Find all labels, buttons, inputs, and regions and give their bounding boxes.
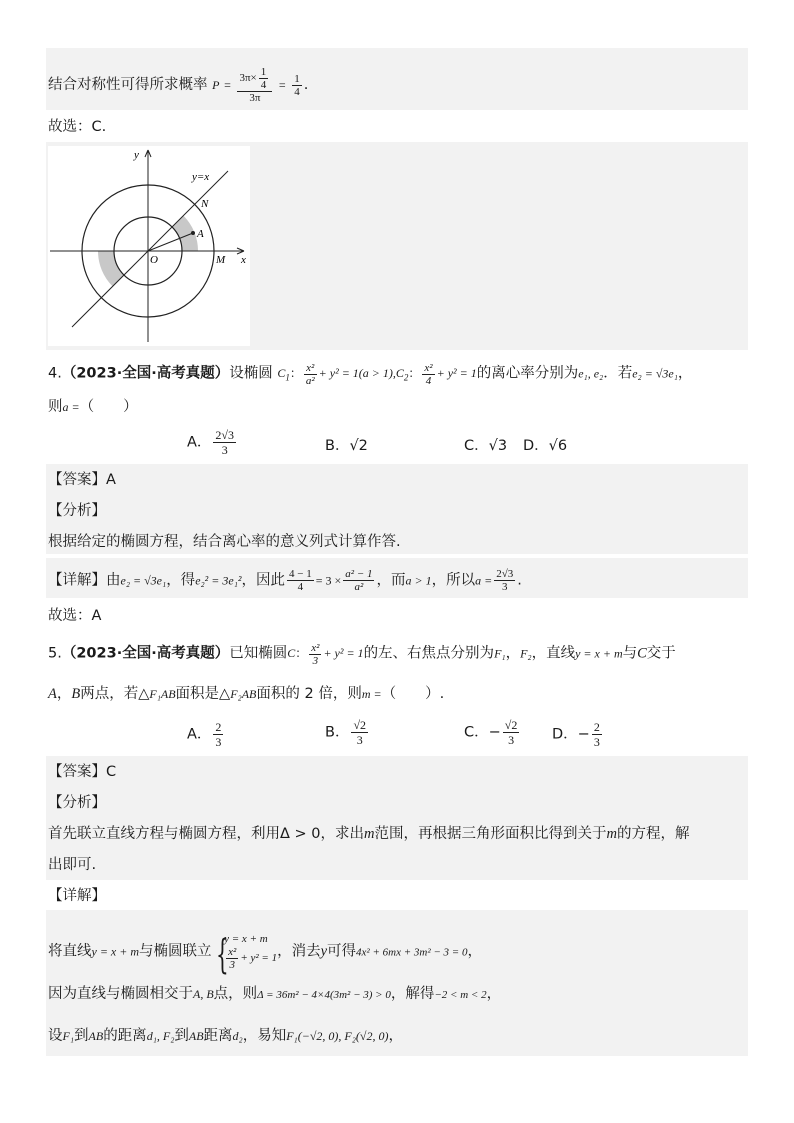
q5-opt-c-den: 3 bbox=[508, 733, 515, 747]
inner-frac-den: 4 bbox=[260, 79, 267, 91]
c2-name: C bbox=[395, 366, 404, 381]
q5-analysis-part2: 范围，再根据三角形面积比得到关于 bbox=[374, 826, 607, 842]
q5-opt-c-num: √2 bbox=[504, 718, 518, 732]
q5-opt-b-den: 3 bbox=[356, 733, 363, 747]
q4-number: 4. bbox=[48, 365, 62, 382]
q5-t4: 与 bbox=[622, 645, 638, 662]
q4-detail-t3: ，而 bbox=[376, 572, 406, 589]
q4-frac2-den: a² bbox=[354, 581, 364, 593]
q5-l2-t2: 面积是△ bbox=[175, 686, 231, 702]
q4-analysis: 根据给定的椭圆方程，结合离心率的意义列式计算作答. bbox=[48, 534, 401, 550]
q5-option-b[interactable] bbox=[325, 718, 370, 747]
q5-paren: （ ）. bbox=[381, 686, 445, 702]
q4-ze: 则 bbox=[48, 399, 63, 415]
probability-fraction bbox=[237, 66, 272, 104]
q4-answer: 【答案】A bbox=[48, 472, 116, 488]
inner-frac-num: 1 bbox=[260, 66, 267, 78]
q4-detail-t2: ，因此 bbox=[241, 572, 285, 589]
q4-e-pair: e₁, e₂ bbox=[578, 366, 604, 381]
q5-d3-d2: d₂ bbox=[232, 1029, 243, 1043]
q5-system-row1: y = x + m bbox=[224, 933, 268, 945]
q4-detail-end: . bbox=[517, 572, 522, 589]
label-m: M bbox=[216, 254, 226, 266]
q5-d3-ab2: AB bbox=[188, 1029, 204, 1043]
q5-d3-pts: F₁(−√2, 0), F₂(√2, 0) bbox=[286, 1029, 389, 1043]
q4-frac3-den: 3 bbox=[501, 581, 508, 593]
q5-d2-range: −2 < m < 2 bbox=[434, 989, 487, 1001]
q5-answer: 【答案】C bbox=[48, 764, 117, 780]
probability-intro: 结合对称性可得所求概率 bbox=[48, 77, 208, 93]
q4-option-a[interactable] bbox=[187, 428, 238, 457]
q5-d2-eq: Δ = 36m² − 4×4(3m² − 3) > 0 bbox=[257, 989, 391, 1001]
result-num: 1 bbox=[294, 72, 300, 85]
c1-colon: ： bbox=[289, 366, 302, 381]
numerator-3pi: 3π bbox=[239, 72, 251, 85]
q5-detail-heading: 【详解】 bbox=[48, 888, 106, 904]
figure-svg bbox=[48, 146, 250, 346]
q5-d3-t2: 到 bbox=[74, 1028, 89, 1044]
q4-comma: ， bbox=[677, 365, 693, 382]
q5-d3-end: ， bbox=[388, 1028, 403, 1044]
q5-opt-d-num: 2 bbox=[593, 720, 600, 734]
q5-c2: C bbox=[637, 645, 647, 662]
q5-point-a: A bbox=[48, 686, 57, 702]
q5-analysis-m: m bbox=[364, 826, 375, 842]
q5-option-d[interactable] bbox=[552, 720, 604, 749]
q5-m-var: m = bbox=[361, 687, 382, 701]
q5-d1-y: y bbox=[320, 943, 328, 960]
q4-opt-a-den: 3 bbox=[221, 443, 228, 457]
c1-rest: + y² = 1(a > 1), bbox=[318, 366, 396, 381]
equals-sign-2: = bbox=[278, 78, 286, 92]
label-y: y bbox=[134, 149, 139, 161]
q4-frac1-den: 4 bbox=[297, 581, 304, 593]
q5-d3-d1: d₁, F₂ bbox=[146, 1029, 175, 1043]
label-a: A bbox=[197, 228, 204, 240]
q5-d2-end: ， bbox=[486, 986, 502, 1002]
q5-d3-ab: AB bbox=[88, 1029, 104, 1043]
q4-detail-eq2: e₂² = 3e₁² bbox=[195, 573, 242, 588]
q5-d1-t3: ，消去 bbox=[277, 943, 321, 960]
label-x: x bbox=[241, 254, 246, 266]
c2-num: x² bbox=[424, 362, 433, 374]
q5-source: （2023·全国·高考真题） bbox=[61, 645, 230, 662]
q5-d2-t2: 点，则 bbox=[213, 986, 258, 1002]
q5-opt-b-num: √2 bbox=[353, 718, 367, 732]
c1-name: C bbox=[277, 366, 286, 381]
q5-d1-end: ， bbox=[467, 943, 482, 960]
q5-opt-d-label: D．− bbox=[552, 726, 590, 743]
line-y-equals-x bbox=[72, 171, 228, 327]
q4-condition: e₂ = √3e₁ bbox=[632, 366, 678, 381]
q4-option-b[interactable]: B．√2 bbox=[325, 438, 368, 454]
q5-l2-t3: 面积的 2 倍，则 bbox=[256, 686, 362, 702]
q5-tri2: F₂AB bbox=[230, 687, 257, 701]
q5-number: 5. bbox=[48, 645, 62, 662]
q5-option-c[interactable] bbox=[464, 718, 521, 747]
q5-tri1: F₁AB bbox=[149, 687, 176, 701]
q5-d3-f1: F₁ bbox=[62, 1029, 75, 1043]
q5-opt-c-label: C．− bbox=[464, 724, 501, 741]
q5-analysis-part3: 的方程，解 bbox=[616, 826, 690, 842]
q4-detail-head: 【详解】由 bbox=[48, 572, 121, 589]
q5-analysis-line-2: 出即可. bbox=[48, 857, 97, 873]
q5-opt-a-den: 3 bbox=[215, 735, 222, 749]
q5-d3-t4: 到 bbox=[174, 1028, 189, 1044]
q5-analysis-part1: 首先联立直线方程与椭圆方程，利用Δ > 0，求出 bbox=[48, 826, 365, 842]
q4-detail bbox=[48, 568, 522, 593]
point-a bbox=[191, 231, 195, 235]
q4-frac2-num: a² − 1 bbox=[345, 568, 373, 580]
c2-sub: 2 bbox=[403, 372, 409, 383]
question-4-line-1 bbox=[48, 362, 692, 387]
q5-den: 3 bbox=[312, 655, 319, 667]
q5-detail-line-3 bbox=[48, 1026, 403, 1046]
c1-sub: 1 bbox=[285, 372, 290, 383]
q4-frac3-num: 2√3 bbox=[496, 568, 514, 580]
c2-colon: ： bbox=[408, 366, 421, 381]
q5-point-b: B bbox=[71, 686, 81, 702]
q4-detail-eq1: e₂ = √3e₁ bbox=[120, 573, 167, 588]
q4-detail-t1: ，得 bbox=[166, 572, 196, 589]
q5-system-rest: + y² = 1 bbox=[240, 952, 278, 965]
shaded-sector-sw bbox=[98, 251, 124, 286]
q5-system-den: 3 bbox=[229, 959, 235, 971]
geometry-figure bbox=[48, 146, 250, 346]
equals-sign: = bbox=[224, 78, 231, 92]
q4-opt-a-label: A． bbox=[187, 434, 212, 451]
q5-option-a[interactable] bbox=[187, 720, 225, 749]
q5-f2: F₂ bbox=[520, 646, 532, 661]
q5-num: x² bbox=[311, 642, 320, 654]
q5-d1-eq: 4x² + 6mx + 3m² − 3 = 0 bbox=[356, 946, 468, 959]
times-sign: × bbox=[250, 72, 257, 85]
q5-t1: 已知椭圆 bbox=[229, 645, 288, 662]
c1-expression bbox=[277, 362, 477, 387]
q4-lead: 设椭圆 bbox=[229, 365, 273, 382]
c2-den: 4 bbox=[425, 375, 432, 387]
q5-t5: 交于 bbox=[646, 645, 676, 662]
c2-rest: + y² = 1 bbox=[436, 366, 477, 381]
q5-d1-line: y = x + m bbox=[91, 944, 140, 959]
q5-opt-b-label: B． bbox=[325, 724, 350, 741]
q4-detail-eq3: a > 1 bbox=[405, 573, 432, 588]
q5-l2-sep: ， bbox=[56, 686, 72, 702]
label-yx: y=x bbox=[192, 171, 210, 183]
c1-num: x² bbox=[304, 362, 317, 375]
q5-rest: + y² = 1 bbox=[323, 646, 364, 661]
q5-d1-t1: 将直线 bbox=[48, 943, 92, 960]
label-n: N bbox=[201, 198, 209, 210]
probability-line bbox=[48, 66, 308, 104]
question-5-line-1 bbox=[48, 642, 676, 667]
q5-system-num: x² bbox=[228, 946, 237, 958]
q4-option-d[interactable]: D．√6 bbox=[523, 438, 568, 454]
q4-option-c[interactable]: C．√3 bbox=[464, 438, 508, 454]
q5-sep: ， bbox=[505, 645, 521, 662]
select-1: 故选：C. bbox=[48, 119, 107, 135]
q5-detail-line-1 bbox=[48, 932, 482, 978]
q5-t3: ，直线 bbox=[531, 645, 576, 662]
p-variable: P bbox=[212, 78, 220, 92]
q5-d2-pts: A, B bbox=[193, 987, 214, 1001]
q5-l2-t1: 两点，若△ bbox=[80, 686, 150, 702]
result-den: 4 bbox=[294, 85, 300, 98]
q4-paren: （ ） bbox=[79, 399, 138, 415]
question-4-line-2 bbox=[48, 397, 138, 417]
question-5-line-2 bbox=[48, 684, 444, 704]
q5-d2-t1: 因为直线与椭圆相交于 bbox=[48, 986, 193, 1002]
q4-text2: 的离心率分别为 bbox=[476, 365, 579, 382]
q5-analysis-heading: 【分析】 bbox=[48, 795, 106, 811]
q5-opt-a-num: 2 bbox=[215, 720, 222, 734]
q5-line: y = x + m bbox=[575, 646, 623, 661]
q5-opt-a-label: A． bbox=[187, 726, 212, 743]
q5-analysis-line-1 bbox=[48, 824, 689, 844]
q5-t2: 的左、右焦点分别为 bbox=[363, 645, 495, 662]
q5-d3-t3: 的距离 bbox=[103, 1028, 147, 1044]
label-o: O bbox=[150, 254, 158, 266]
q5-d3-t1: 设 bbox=[48, 1028, 63, 1044]
q5-d2-t3: ，解得 bbox=[390, 986, 435, 1002]
q4-detail-mid: = 3 × bbox=[315, 573, 342, 588]
q5-d3-t6: ，易知 bbox=[242, 1028, 287, 1044]
q5-d1-t2: 与椭圆联立 bbox=[139, 943, 212, 960]
c1-den: a² bbox=[305, 375, 315, 387]
q5-f1: F₁ bbox=[494, 646, 506, 661]
q5-colon: ： bbox=[295, 646, 308, 661]
result-fraction bbox=[292, 73, 302, 98]
q5-detail-line-2 bbox=[48, 984, 501, 1005]
q4-analysis-heading: 【分析】 bbox=[48, 503, 106, 519]
q4-opt-a-num: 2√3 bbox=[215, 428, 235, 442]
select-4: 故选：A bbox=[48, 608, 102, 624]
q4-source: （2023·全国·高考真题） bbox=[61, 365, 230, 382]
q5-d1-t4: 可得 bbox=[327, 943, 357, 960]
q4-text3: ．若 bbox=[603, 365, 633, 382]
denominator-3pi: 3π bbox=[249, 92, 261, 104]
q5-analysis-m2: m bbox=[606, 826, 617, 842]
q5-c: C bbox=[287, 646, 296, 661]
q4-a-var: a = bbox=[62, 400, 80, 414]
q5-system: { y = x + m $\frac{\text{x²}}{3}$ + y² = 1 bbox=[216, 932, 278, 978]
answer5-background bbox=[46, 756, 748, 880]
period: . bbox=[303, 77, 309, 93]
q5-opt-d-den: 3 bbox=[593, 735, 600, 749]
q4-detail-t4: ，所以 bbox=[431, 572, 476, 589]
q5-d3-t5: 距离 bbox=[203, 1028, 233, 1044]
q4-detail-eq4: a = bbox=[475, 573, 493, 588]
q4-frac1-num: 4 − 1 bbox=[288, 568, 312, 580]
